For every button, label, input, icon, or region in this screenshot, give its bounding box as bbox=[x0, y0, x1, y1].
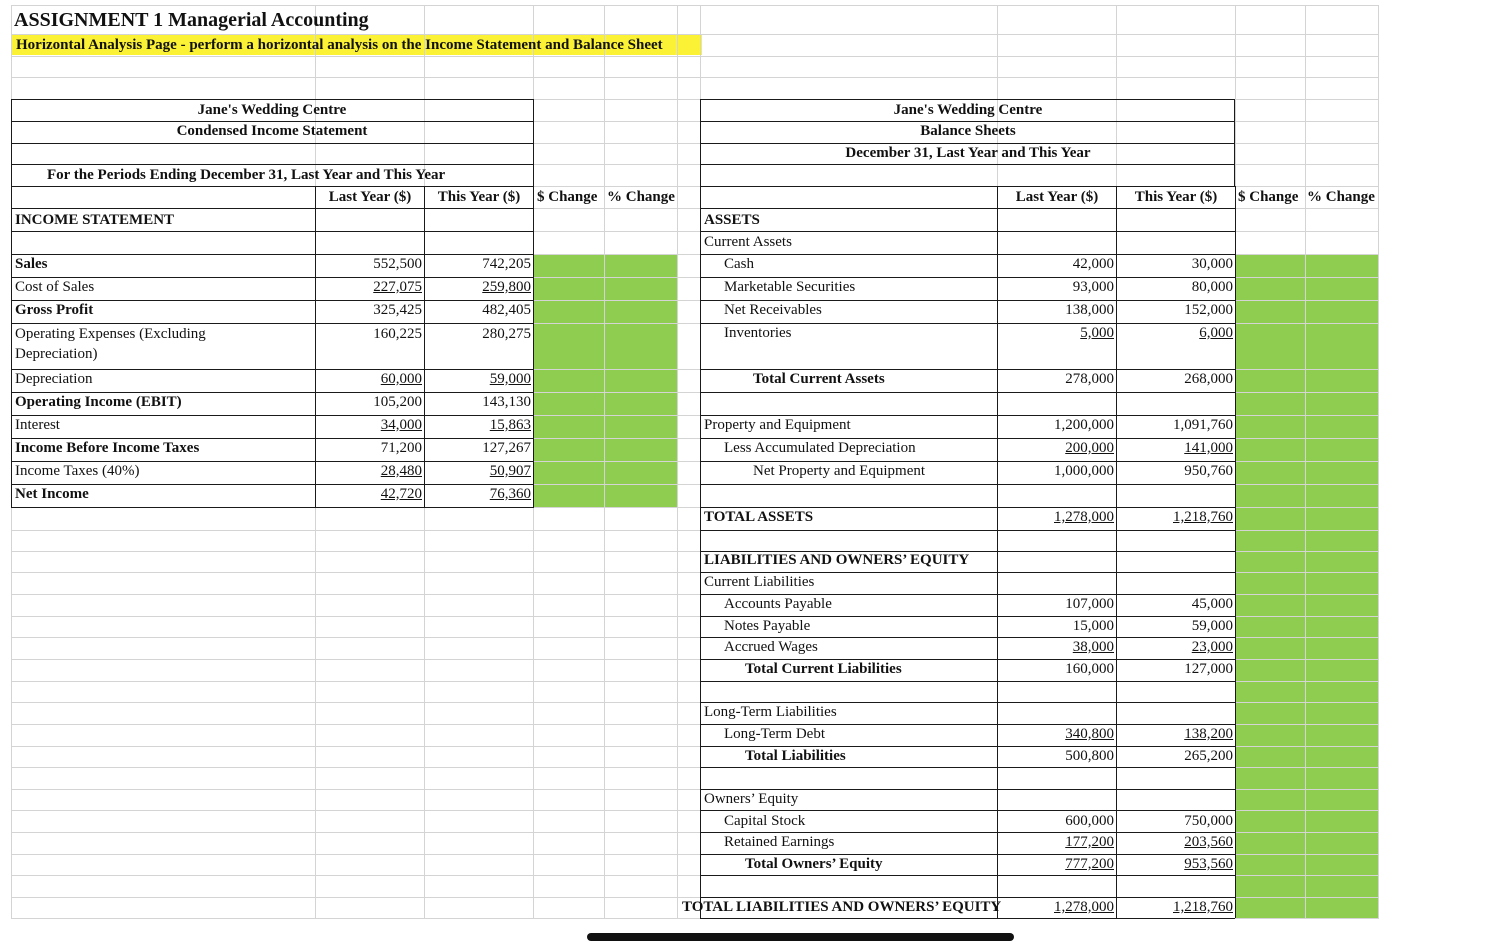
income-row-label: Sales bbox=[15, 256, 48, 272]
balance-this-year-value: 80,000 bbox=[1191, 279, 1233, 295]
balance-row-label: Inventories bbox=[724, 325, 792, 341]
grid-row-line bbox=[11, 77, 1379, 78]
balance-row-label: Marketable Securities bbox=[724, 279, 856, 295]
income-col-this-year: This Year ($) bbox=[437, 189, 521, 205]
balance-last-year-value: 1,200,000 bbox=[1054, 417, 1114, 433]
income-table-right-border bbox=[533, 99, 534, 187]
balance-table-left-border bbox=[700, 99, 701, 187]
balance-row-label: Total Current Liabilities bbox=[745, 661, 902, 677]
balance-row-label: Retained Earnings bbox=[724, 834, 835, 850]
balance-last-year-value: 340,800 bbox=[1065, 726, 1114, 742]
balance-row-border bbox=[700, 461, 1235, 462]
balance-col-percent-change: % Change bbox=[1307, 189, 1375, 205]
income-row-label-cont: Depreciation) bbox=[15, 346, 98, 362]
balance-last-year-value: 15,000 bbox=[1072, 618, 1114, 634]
balance-this-year-value: 59,000 bbox=[1191, 618, 1233, 634]
balance-row-border bbox=[700, 832, 1235, 833]
income-header-border bbox=[11, 99, 533, 100]
income-col-percent-change: % Change bbox=[607, 189, 675, 205]
income-period: For the Periods Ending December 31, Last Year and This Year bbox=[47, 167, 446, 183]
balance-this-year-value: 138,200 bbox=[1184, 726, 1233, 742]
balance-row-label: Net Property and Equipment bbox=[753, 463, 926, 479]
balance-table-right-border bbox=[1234, 99, 1235, 187]
balance-this-year-value: 23,000 bbox=[1191, 639, 1233, 655]
balance-header-border bbox=[700, 164, 1235, 165]
income-row-label: Net Income bbox=[15, 486, 89, 502]
balance-this-year-value: 6,000 bbox=[1199, 325, 1233, 341]
balance-period: December 31, Last Year and This Year bbox=[845, 145, 1091, 161]
income-last-year-value: 325,425 bbox=[373, 302, 422, 318]
balance-row-border bbox=[700, 616, 1235, 617]
balance-last-year-value: 107,000 bbox=[1065, 596, 1114, 612]
income-header-border bbox=[11, 164, 533, 165]
income-row-border bbox=[11, 369, 534, 370]
balance-row-border bbox=[700, 594, 1235, 595]
income-this-year-value: 59,000 bbox=[489, 371, 531, 387]
income-row-label: Income Taxes (40%) bbox=[15, 463, 140, 479]
balance-row-border bbox=[700, 572, 1235, 573]
income-this-year-value: 280,275 bbox=[482, 326, 531, 342]
income-row-border bbox=[11, 438, 534, 439]
income-last-year-value: 71,200 bbox=[380, 440, 422, 456]
balance-last-year-value: 5,000 bbox=[1080, 325, 1114, 341]
balance-row-border bbox=[700, 854, 1235, 855]
balance-this-year-value: 152,000 bbox=[1184, 302, 1233, 318]
balance-row-label: Total Liabilities bbox=[745, 748, 846, 764]
balance-last-year-value: 93,000 bbox=[1072, 279, 1114, 295]
balance-last-year-value: 200,000 bbox=[1065, 440, 1114, 456]
income-col-dollar-change: $ Change bbox=[537, 189, 598, 205]
balance-row-border bbox=[700, 810, 1235, 811]
balance-col-border bbox=[1235, 186, 1236, 918]
balance-table-left-border bbox=[700, 186, 701, 918]
balance-row-border bbox=[700, 789, 1235, 790]
balance-this-year-value: 950,760 bbox=[1184, 463, 1233, 479]
balance-row-label: Long-Term Liabilities bbox=[704, 704, 837, 720]
income-header-border bbox=[11, 143, 533, 144]
balance-row-label: ASSETS bbox=[704, 212, 760, 228]
balance-row-border bbox=[700, 277, 1235, 278]
income-row-border bbox=[11, 323, 534, 324]
balance-row-border bbox=[700, 897, 1235, 898]
balance-last-year-value: 160,000 bbox=[1065, 661, 1114, 677]
income-row-label: Gross Profit bbox=[15, 302, 94, 318]
balance-company-name: Jane's Wedding Centre bbox=[893, 102, 1043, 118]
balance-row-border bbox=[700, 507, 1235, 508]
balance-row-border bbox=[700, 875, 1235, 876]
assignment-title: ASSIGNMENT 1 Managerial Accounting bbox=[14, 9, 369, 31]
balance-last-year-value: 278,000 bbox=[1065, 371, 1114, 387]
balance-this-year-value: 1,218,760 bbox=[1173, 509, 1233, 525]
income-last-year-value: 552,500 bbox=[373, 256, 422, 272]
balance-last-year-value: 777,200 bbox=[1065, 856, 1114, 872]
income-row-label: Operating Expenses (Excluding bbox=[15, 326, 206, 342]
balance-header-border bbox=[700, 208, 1235, 209]
grid-row-line bbox=[11, 5, 1379, 6]
balance-row-border bbox=[700, 918, 1235, 919]
income-last-year-value: 105,200 bbox=[373, 394, 422, 410]
balance-last-year-value: 500,800 bbox=[1065, 748, 1114, 764]
income-row-label: Interest bbox=[15, 417, 60, 433]
balance-row-border bbox=[700, 415, 1235, 416]
income-table-left-border bbox=[11, 99, 12, 507]
income-row-label: Income Before Income Taxes bbox=[15, 440, 200, 456]
balance-last-year-value: 1,000,000 bbox=[1054, 463, 1114, 479]
balance-row-label: Accounts Payable bbox=[724, 596, 832, 612]
balance-this-year-value: 203,560 bbox=[1184, 834, 1233, 850]
income-this-year-value: 742,205 bbox=[482, 256, 531, 272]
balance-last-year-value: 42,000 bbox=[1072, 256, 1114, 272]
balance-last-year-value: 1,278,000 bbox=[1054, 509, 1114, 525]
balance-change-input-area bbox=[1236, 255, 1378, 918]
balance-header-border bbox=[700, 186, 1235, 187]
income-last-year-value: 160,225 bbox=[373, 326, 422, 342]
balance-header-border bbox=[700, 99, 1235, 100]
balance-row-border bbox=[700, 438, 1235, 439]
income-this-year-value: 127,267 bbox=[482, 440, 531, 456]
income-header-border bbox=[11, 231, 533, 232]
balance-row-border bbox=[700, 681, 1235, 682]
income-last-year-value: 60,000 bbox=[380, 371, 422, 387]
grid-row-line bbox=[11, 34, 1379, 35]
income-row-label: Depreciation bbox=[15, 371, 93, 387]
income-row-border bbox=[11, 254, 534, 255]
balance-statement-title: Balance Sheets bbox=[920, 123, 1016, 139]
income-statement-title: Condensed Income Statement bbox=[176, 123, 368, 139]
balance-header-border bbox=[700, 121, 1235, 122]
balance-row-label: TOTAL ASSETS bbox=[704, 509, 814, 525]
balance-row-label: Capital Stock bbox=[724, 813, 806, 829]
balance-this-year-value: 268,000 bbox=[1184, 371, 1233, 387]
balance-row-label: Total Owners’ Equity bbox=[745, 856, 883, 872]
income-this-year-value: 143,130 bbox=[482, 394, 531, 410]
balance-row-border bbox=[700, 702, 1235, 703]
income-last-year-value: 34,000 bbox=[380, 417, 422, 433]
balance-header-border bbox=[700, 143, 1235, 144]
balance-col-last-year: Last Year ($) bbox=[1015, 189, 1099, 205]
balance-row-label: Long-Term Debt bbox=[724, 726, 826, 742]
balance-row-label: Less Accumulated Depreciation bbox=[724, 440, 916, 456]
balance-col-this-year: This Year ($) bbox=[1134, 189, 1218, 205]
balance-row-border bbox=[700, 484, 1235, 485]
balance-this-year-value: 265,200 bbox=[1184, 748, 1233, 764]
balance-this-year-value: 953,560 bbox=[1184, 856, 1233, 872]
balance-row-label: Property and Equipment bbox=[704, 417, 851, 433]
income-header-border bbox=[11, 208, 533, 209]
income-this-year-value: 259,800 bbox=[482, 279, 531, 295]
income-row-border bbox=[11, 484, 534, 485]
balance-row-label: Current Liabilities bbox=[704, 574, 815, 590]
balance-this-year-value: 750,000 bbox=[1184, 813, 1233, 829]
balance-this-year-value: 30,000 bbox=[1191, 256, 1233, 272]
income-row-border bbox=[11, 300, 534, 301]
income-this-year-value: 50,907 bbox=[489, 463, 531, 479]
balance-row-border bbox=[700, 637, 1235, 638]
balance-last-year-value: 1,278,000 bbox=[1054, 899, 1114, 915]
income-this-year-value: 482,405 bbox=[482, 302, 531, 318]
balance-this-year-value: 1,218,760 bbox=[1173, 899, 1233, 915]
balance-last-year-value: 177,200 bbox=[1065, 834, 1114, 850]
balance-this-year-value: 141,000 bbox=[1184, 440, 1233, 456]
balance-last-year-value: 138,000 bbox=[1065, 302, 1114, 318]
income-col-border bbox=[315, 186, 316, 507]
income-col-last-year: Last Year ($) bbox=[328, 189, 412, 205]
income-this-year-value: 76,360 bbox=[489, 486, 531, 502]
balance-last-year-value: 600,000 bbox=[1065, 813, 1114, 829]
balance-row-label: Current Assets bbox=[704, 234, 792, 250]
balance-row-border bbox=[700, 746, 1235, 747]
income-col-border bbox=[424, 186, 425, 507]
balance-row-label: Notes Payable bbox=[724, 618, 811, 634]
balance-row-border bbox=[700, 392, 1235, 393]
income-row-border bbox=[11, 461, 534, 462]
balance-row-border bbox=[700, 530, 1235, 531]
income-last-year-value: 28,480 bbox=[380, 463, 422, 479]
balance-row-label: Net Receivables bbox=[724, 302, 822, 318]
grid-row-line bbox=[11, 56, 1379, 57]
balance-row-label: Total Current Assets bbox=[753, 371, 885, 387]
balance-row-border bbox=[700, 724, 1235, 725]
balance-this-year-value: 45,000 bbox=[1191, 596, 1233, 612]
balance-row-label: Owners’ Equity bbox=[704, 791, 799, 807]
balance-this-year-value: 1,091,760 bbox=[1173, 417, 1233, 433]
balance-row-border bbox=[700, 323, 1235, 324]
income-section-heading: INCOME STATEMENT bbox=[15, 212, 175, 228]
balance-last-year-value: 38,000 bbox=[1072, 639, 1114, 655]
income-header-border bbox=[11, 186, 533, 187]
income-row-label: Operating Income (EBIT) bbox=[15, 394, 182, 410]
balance-col-dollar-change: $ Change bbox=[1238, 189, 1299, 205]
home-indicator[interactable] bbox=[587, 933, 1014, 941]
income-this-year-value: 15,863 bbox=[489, 417, 531, 433]
balance-row-label: Cash bbox=[724, 256, 754, 272]
income-header-border bbox=[11, 121, 533, 122]
balance-row-border bbox=[700, 659, 1235, 660]
income-row-border bbox=[11, 392, 534, 393]
income-row-border bbox=[11, 277, 534, 278]
income-change-input-area bbox=[534, 255, 677, 507]
instructions-text: Horizontal Analysis Page - perform a horizontal analysis on the Income Statement and Balance Sheet bbox=[16, 37, 663, 53]
income-company-name: Jane's Wedding Centre bbox=[197, 102, 347, 118]
balance-row-label: LIABILITIES AND OWNERS’ EQUITY bbox=[704, 552, 970, 568]
balance-this-year-value: 127,000 bbox=[1184, 661, 1233, 677]
income-row-border bbox=[11, 507, 534, 508]
balance-row-border bbox=[700, 231, 1235, 232]
income-last-year-value: 42,720 bbox=[380, 486, 422, 502]
balance-row-label: TOTAL LIABILITIES AND OWNERS’ EQUITY bbox=[682, 899, 1002, 915]
balance-row-border bbox=[700, 300, 1235, 301]
balance-row-border bbox=[700, 767, 1235, 768]
income-col-border bbox=[533, 186, 534, 507]
income-last-year-value: 227,075 bbox=[373, 279, 422, 295]
balance-row-border bbox=[700, 369, 1235, 370]
balance-row-border bbox=[700, 254, 1235, 255]
income-row-border bbox=[11, 415, 534, 416]
income-row-label: Cost of Sales bbox=[15, 279, 95, 295]
balance-row-label: Accrued Wages bbox=[724, 639, 818, 655]
